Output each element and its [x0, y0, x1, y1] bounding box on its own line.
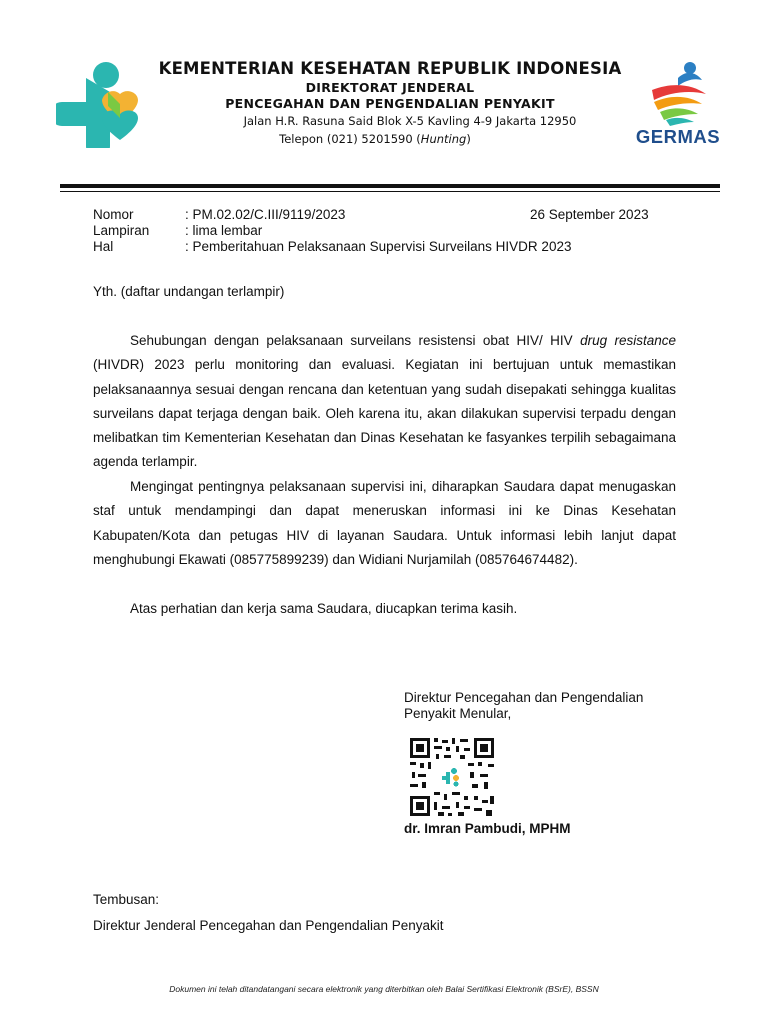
paragraph-3: Atas perhatian dan kerja sama Saudara, diucapkan terima kasih. — [130, 601, 518, 616]
paragraph-2: Mengingat pentingnya pelaksanaan supervisi ini, diharapkan Saudara dapat menugaskan staf untuk mendampingi dan dapat meneruskan informasi ini ke Dinas Kesehatan Kabupaten/Kota dan petugas HIV di layanan Saudara. Untuk informasi lebih lanjut dapat menghubungi Ekawati (085775899239) dan Widiani Nurjamilah (085764674482). — [93, 479, 676, 567]
hal-value: : Pemberitahuan Pelaksanaan Supervisi Surveilans HIVDR 2023 — [185, 239, 572, 254]
signer-name: dr. Imran Pambudi, MPHM — [404, 821, 571, 836]
phone-hunting: Hunting — [420, 132, 467, 146]
nomor-value: : PM.02.02/C.III/9119/2023 — [185, 207, 346, 222]
hal-label: Hal — [93, 239, 114, 254]
paragraph-1 — [93, 329, 676, 475]
directorate-line2: PENCEGAHAN DAN PENGENDALIAN PENYAKIT — [225, 96, 555, 111]
addressee: Yth. (daftar undangan terlampir) — [93, 284, 285, 299]
paragraph-1-start: Sehubungan dengan pelaksanaan surveilans resistensi obat HIV/ HIV — [130, 333, 581, 348]
ministry-address: Jalan H.R. Rasuna Said Blok X-5 Kavling 4-9 Jakarta 12950 — [243, 114, 577, 128]
phone-suffix: ) — [466, 132, 471, 146]
qr-code-signature — [408, 736, 496, 818]
lampiran-value: : lima lembar — [185, 223, 263, 238]
letterhead-text — [150, 58, 630, 148]
kemenkes-logo — [56, 58, 146, 148]
esignature-footer-note: Dokumen ini telah ditandatangani secara elektronik yang diterbitkan oleh Balai Sertifikasi Elektronik (BSrE), BSSN — [169, 984, 599, 994]
cc-recipient: Direktur Jenderal Pencegahan dan Pengendalian Penyakit — [93, 918, 444, 933]
signer-title-line1: Direktur Pencegahan dan Pengendalian — [404, 690, 644, 705]
paragraph-1-italic: drug resistance — [580, 333, 676, 348]
lampiran-label: Lampiran — [93, 223, 150, 238]
letterhead-rule-thick — [60, 184, 720, 188]
nomor-label: Nomor — [93, 207, 134, 222]
cc-label: Tembusan: — [93, 892, 160, 907]
paragraph-1-rest: (HIVDR) 2023 perlu monitoring dan evaluasi. Kegiatan ini bertujuan untuk memastikan pelaksanaannya sesuai dengan rencana dan ketentuan yang sudah disepakati sehingga kualitas surveilans dapat terjaga dengan baik. Oleh karena itu, akan dilakukan supervisi terpadu dengan melibatkan tim Kementerian Kesehatan dan Dinas Kesehatan ke fasyankes terpilih sebagaimana agenda terlampir. — [93, 357, 676, 470]
letter-date: 26 September 2023 — [530, 207, 649, 222]
ministry-phone — [135, 130, 615, 148]
letterhead-rule-thin — [60, 191, 720, 192]
signer-title-line2: Penyakit Menular, — [404, 706, 512, 721]
phone-prefix: Telepon (021) 5201590 ( — [279, 132, 421, 146]
germas-label: GERMAS — [635, 126, 721, 147]
directorate-line1: DIREKTORAT JENDERAL — [305, 80, 475, 95]
ministry-name: KEMENTERIAN KESEHATAN REPUBLIK INDONESIA — [158, 59, 622, 78]
